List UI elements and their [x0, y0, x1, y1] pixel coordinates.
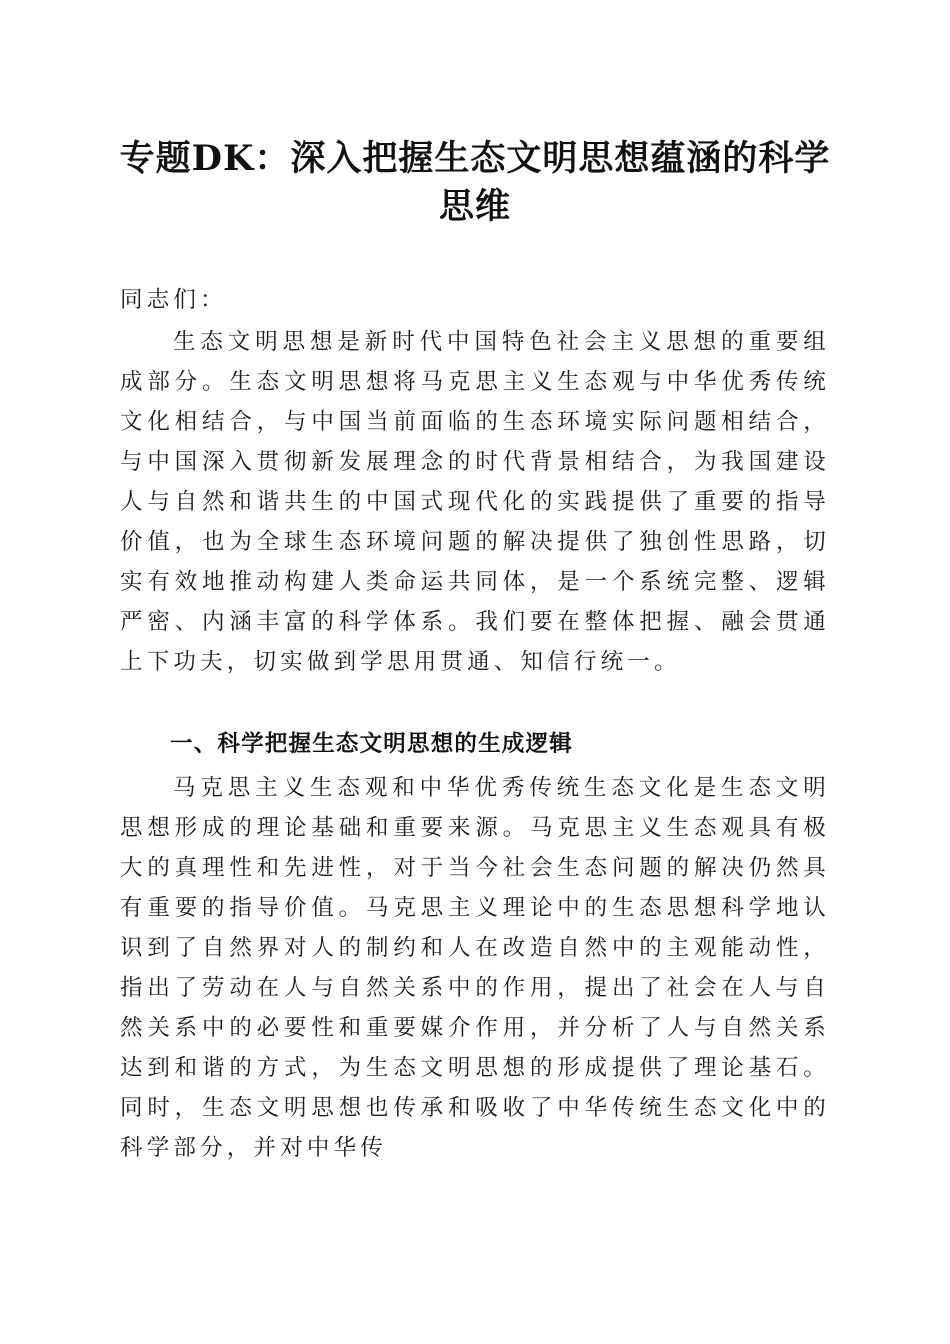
- paragraph-section-1: 马克思主义生态观和中华优秀传统生态文化是生态文明思想形成的理论基础和重要来源。马克思主义生态观具有极大的真理性和先进性，对于当今社会生态问题的解决仍然具有重要的指导价值。马克思主义理论中的生态思想科学地认识到了自然界对人的制约和人在改造自然中的主观能动性，指出了劳动在人与自然关系中的作用，提出了社会在人与自然关系中的必要性和重要媒介作用，并分析了人与自然关系达到和谐的方式，为生态文明思想的形成提供了理论基石。同时，生态文明思想也传承和吸收了中华传统生态文化中的科学部分，并对中华传: [120, 775, 830, 1161]
- section-heading-1: 一、科学把握生态文明思想的生成逻辑: [170, 731, 573, 757]
- paragraph-intro: 生态文明思想是新时代中国特色社会主义思想的重要组成部分。生态文明思想将马克思主义生态观与中华优秀传统文化相结合，与中国当前面临的生态环境实际问题相结合，与中国深入贯彻新发展理念的时代背景相结合，为我国建设人与自然和谐共生的中国式现代化的实践提供了重要的指导价值，也为全球生态环境问题的解决提供了独创性思路，切实有效地推动构建人类命运共同体，是一个系统完整、逻辑严密、内涵丰富的科学体系。我们要在整体把握、融会贯通上下功夫，切实做到学思用贯通、知信行统一。: [120, 329, 830, 675]
- salutation: 同志们：: [120, 287, 227, 313]
- document-title: 专题DK：深入把握生态文明思想蕴涵的科学思维: [119, 138, 831, 227]
